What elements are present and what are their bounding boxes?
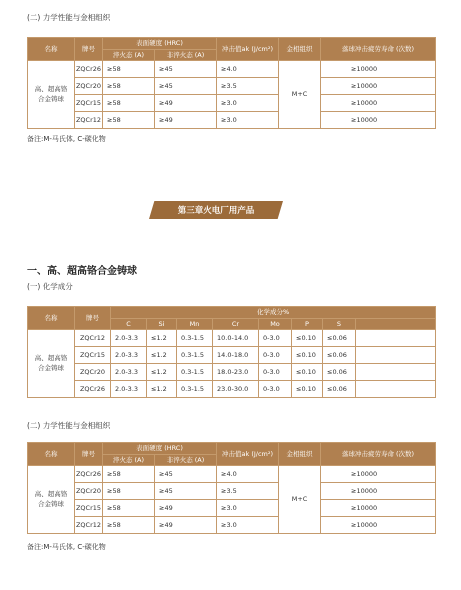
footnote-2: 备注:M-马氏体, C-碳化物 (27, 543, 106, 551)
header-grade: 牌号 (75, 38, 103, 61)
grade-cell: ZQCr26 (75, 61, 103, 78)
grade-cell: ZQCr15 (75, 500, 103, 517)
table-row (28, 466, 436, 483)
header-impact: 冲击值ak (J/cm²) (217, 38, 279, 61)
chemical-table (27, 306, 436, 398)
header-quenched: 淬火态 (A) (103, 50, 155, 61)
section-title-mechanical-1: (二) 力学性能与金相组织 (27, 13, 111, 22)
value-cell: 2.0-3.3 (111, 347, 147, 364)
fatigue-cell: ≥10000 (321, 112, 436, 129)
value-cell: 2.0-3.3 (111, 381, 147, 398)
impact-cell: ≥3.0 (217, 517, 279, 534)
banner-title: 第三章火电厂用产品 (177, 206, 255, 216)
impact-cell: ≥4.0 (217, 61, 279, 78)
quenched-cell: ≥58 (103, 61, 155, 78)
value-cell: 14.0-18.0 (213, 347, 259, 364)
impact-cell: ≥3.5 (217, 78, 279, 95)
impact-cell: ≥3.0 (217, 95, 279, 112)
value-cell: 23.0-30.0 (213, 381, 259, 398)
value-cell: 0-3.0 (259, 364, 292, 381)
grade-cell: ZQCr20 (75, 483, 103, 500)
quenched-cell: ≥58 (103, 500, 155, 517)
value-cell: ≤1.2 (147, 330, 177, 347)
fatigue-cell: ≥10000 (321, 517, 436, 534)
table-row (28, 78, 436, 95)
value-cell: ≤1.2 (147, 347, 177, 364)
grade-cell: ZQCr12 (75, 517, 103, 534)
grade-cell: ZQCr20 (75, 364, 111, 381)
header-impact: 冲击值ak (J/cm²) (217, 443, 279, 466)
value-cell: 0.3-1.5 (177, 364, 213, 381)
value-cell: 0-3.0 (259, 347, 292, 364)
table-row (28, 381, 436, 398)
value-cell: ≤0.06 (323, 347, 356, 364)
table-row (28, 95, 436, 112)
value-cell: ≤0.10 (292, 381, 323, 398)
value-cell: ≤0.10 (292, 364, 323, 381)
grade-cell: ZQCr20 (75, 78, 103, 95)
fatigue-cell: ≥10000 (321, 500, 436, 517)
header-element-p: P (292, 319, 323, 330)
header-element-c: C (111, 319, 147, 330)
chapter-banner (149, 201, 283, 219)
header-blank (356, 319, 436, 330)
header-fatigue: 落球冲击疲劳寿命 (次数) (321, 38, 436, 61)
table-row (28, 364, 436, 381)
table-row (28, 483, 436, 500)
value-cell: 0.3-1.5 (177, 347, 213, 364)
value-cell: 10.0-14.0 (213, 330, 259, 347)
product-heading: 一、高、超高铬合金铸球 (27, 266, 137, 277)
value-cell: 2.0-3.3 (111, 330, 147, 347)
table-row (28, 112, 436, 129)
value-cell: 0-3.0 (259, 330, 292, 347)
value-cell: ≤0.10 (292, 347, 323, 364)
header-element-mn: Mn (177, 319, 213, 330)
quenched-cell: ≥58 (103, 466, 155, 483)
fatigue-cell: ≥10000 (321, 483, 436, 500)
header-element-si: Si (147, 319, 177, 330)
table-row (28, 61, 436, 78)
quenched-cell: ≥58 (103, 112, 155, 129)
header-quenched: 淬火态 (A) (103, 455, 155, 466)
table-row (28, 500, 436, 517)
fatigue-cell: ≥10000 (321, 78, 436, 95)
section-title-chemical: (一) 化学成分 (27, 282, 73, 291)
nonquenched-cell: ≥45 (155, 466, 217, 483)
mechanical-table-1 (27, 37, 436, 129)
nonquenched-cell: ≥49 (155, 500, 217, 517)
value-cell: 0-3.0 (259, 381, 292, 398)
value-cell: ≤1.2 (147, 364, 177, 381)
header-nonquenched: 非淬火态 (A) (155, 455, 217, 466)
section-title-mechanical-2: (二) 力学性能与金相组织 (27, 421, 111, 430)
value-cell: 0.3-1.5 (177, 381, 213, 398)
header-element-cr: Cr (213, 319, 259, 330)
mechanical-table-2 (27, 442, 436, 534)
value-cell: ≤0.06 (323, 381, 356, 398)
metallography-cell: M+C (279, 61, 321, 129)
quenched-cell: ≥58 (103, 517, 155, 534)
impact-cell: ≥4.0 (217, 466, 279, 483)
product-name-cell: 高、超高铬 合金铸球 (28, 466, 75, 534)
value-cell: ≤0.06 (323, 330, 356, 347)
header-name: 名称 (28, 443, 75, 466)
value-cell: ≤1.2 (147, 381, 177, 398)
quenched-cell: ≥58 (103, 78, 155, 95)
value-cell: 18.0-23.0 (213, 364, 259, 381)
footnote-1: 备注:M-马氏体, C-碳化物 (27, 135, 106, 143)
header-name: 名称 (28, 307, 75, 330)
impact-cell: ≥3.0 (217, 112, 279, 129)
fatigue-cell: ≥10000 (321, 95, 436, 112)
header-name: 名称 (28, 38, 75, 61)
header-metallography: 金相组织 (279, 443, 321, 466)
header-hardness: 表面硬度 (HRC) (103, 38, 217, 50)
grade-cell: ZQCr12 (75, 330, 111, 347)
header-grade: 牌号 (75, 443, 103, 466)
grade-cell: ZQCr26 (75, 381, 111, 398)
nonquenched-cell: ≥45 (155, 483, 217, 500)
nonquenched-cell: ≥49 (155, 112, 217, 129)
grade-cell: ZQCr15 (75, 95, 103, 112)
header-metallography: 金相组织 (279, 38, 321, 61)
header-grade: 牌号 (75, 307, 111, 330)
fatigue-cell: ≥10000 (321, 466, 436, 483)
table-row (28, 347, 436, 364)
impact-cell: ≥3.5 (217, 483, 279, 500)
blank-cell (356, 381, 436, 398)
product-name-cell: 高、超高铬 合金铸球 (28, 330, 75, 398)
quenched-cell: ≥58 (103, 483, 155, 500)
nonquenched-cell: ≥49 (155, 95, 217, 112)
quenched-cell: ≥58 (103, 95, 155, 112)
header-fatigue: 落球冲击疲劳寿命 (次数) (321, 443, 436, 466)
blank-cell (356, 364, 436, 381)
value-cell: ≤0.06 (323, 364, 356, 381)
table-row (28, 330, 436, 347)
product-name-cell: 高、超高铬 合金铸球 (28, 61, 75, 129)
nonquenched-cell: ≥49 (155, 517, 217, 534)
value-cell: 0.3-1.5 (177, 330, 213, 347)
blank-cell (356, 330, 436, 347)
header-element-s: S (323, 319, 356, 330)
header-element-mo: Mo (259, 319, 292, 330)
nonquenched-cell: ≥45 (155, 61, 217, 78)
impact-cell: ≥3.0 (217, 500, 279, 517)
header-chemical-composition: 化学成分% (111, 307, 436, 319)
fatigue-cell: ≥10000 (321, 61, 436, 78)
grade-cell: ZQCr15 (75, 347, 111, 364)
grade-cell: ZQCr12 (75, 112, 103, 129)
blank-cell (356, 347, 436, 364)
nonquenched-cell: ≥45 (155, 78, 217, 95)
header-hardness: 表面硬度 (HRC) (103, 443, 217, 455)
header-nonquenched: 非淬火态 (A) (155, 50, 217, 61)
value-cell: ≤0.10 (292, 330, 323, 347)
table-row (28, 517, 436, 534)
value-cell: 2.0-3.3 (111, 364, 147, 381)
grade-cell: ZQCr26 (75, 466, 103, 483)
metallography-cell: M+C (279, 466, 321, 534)
